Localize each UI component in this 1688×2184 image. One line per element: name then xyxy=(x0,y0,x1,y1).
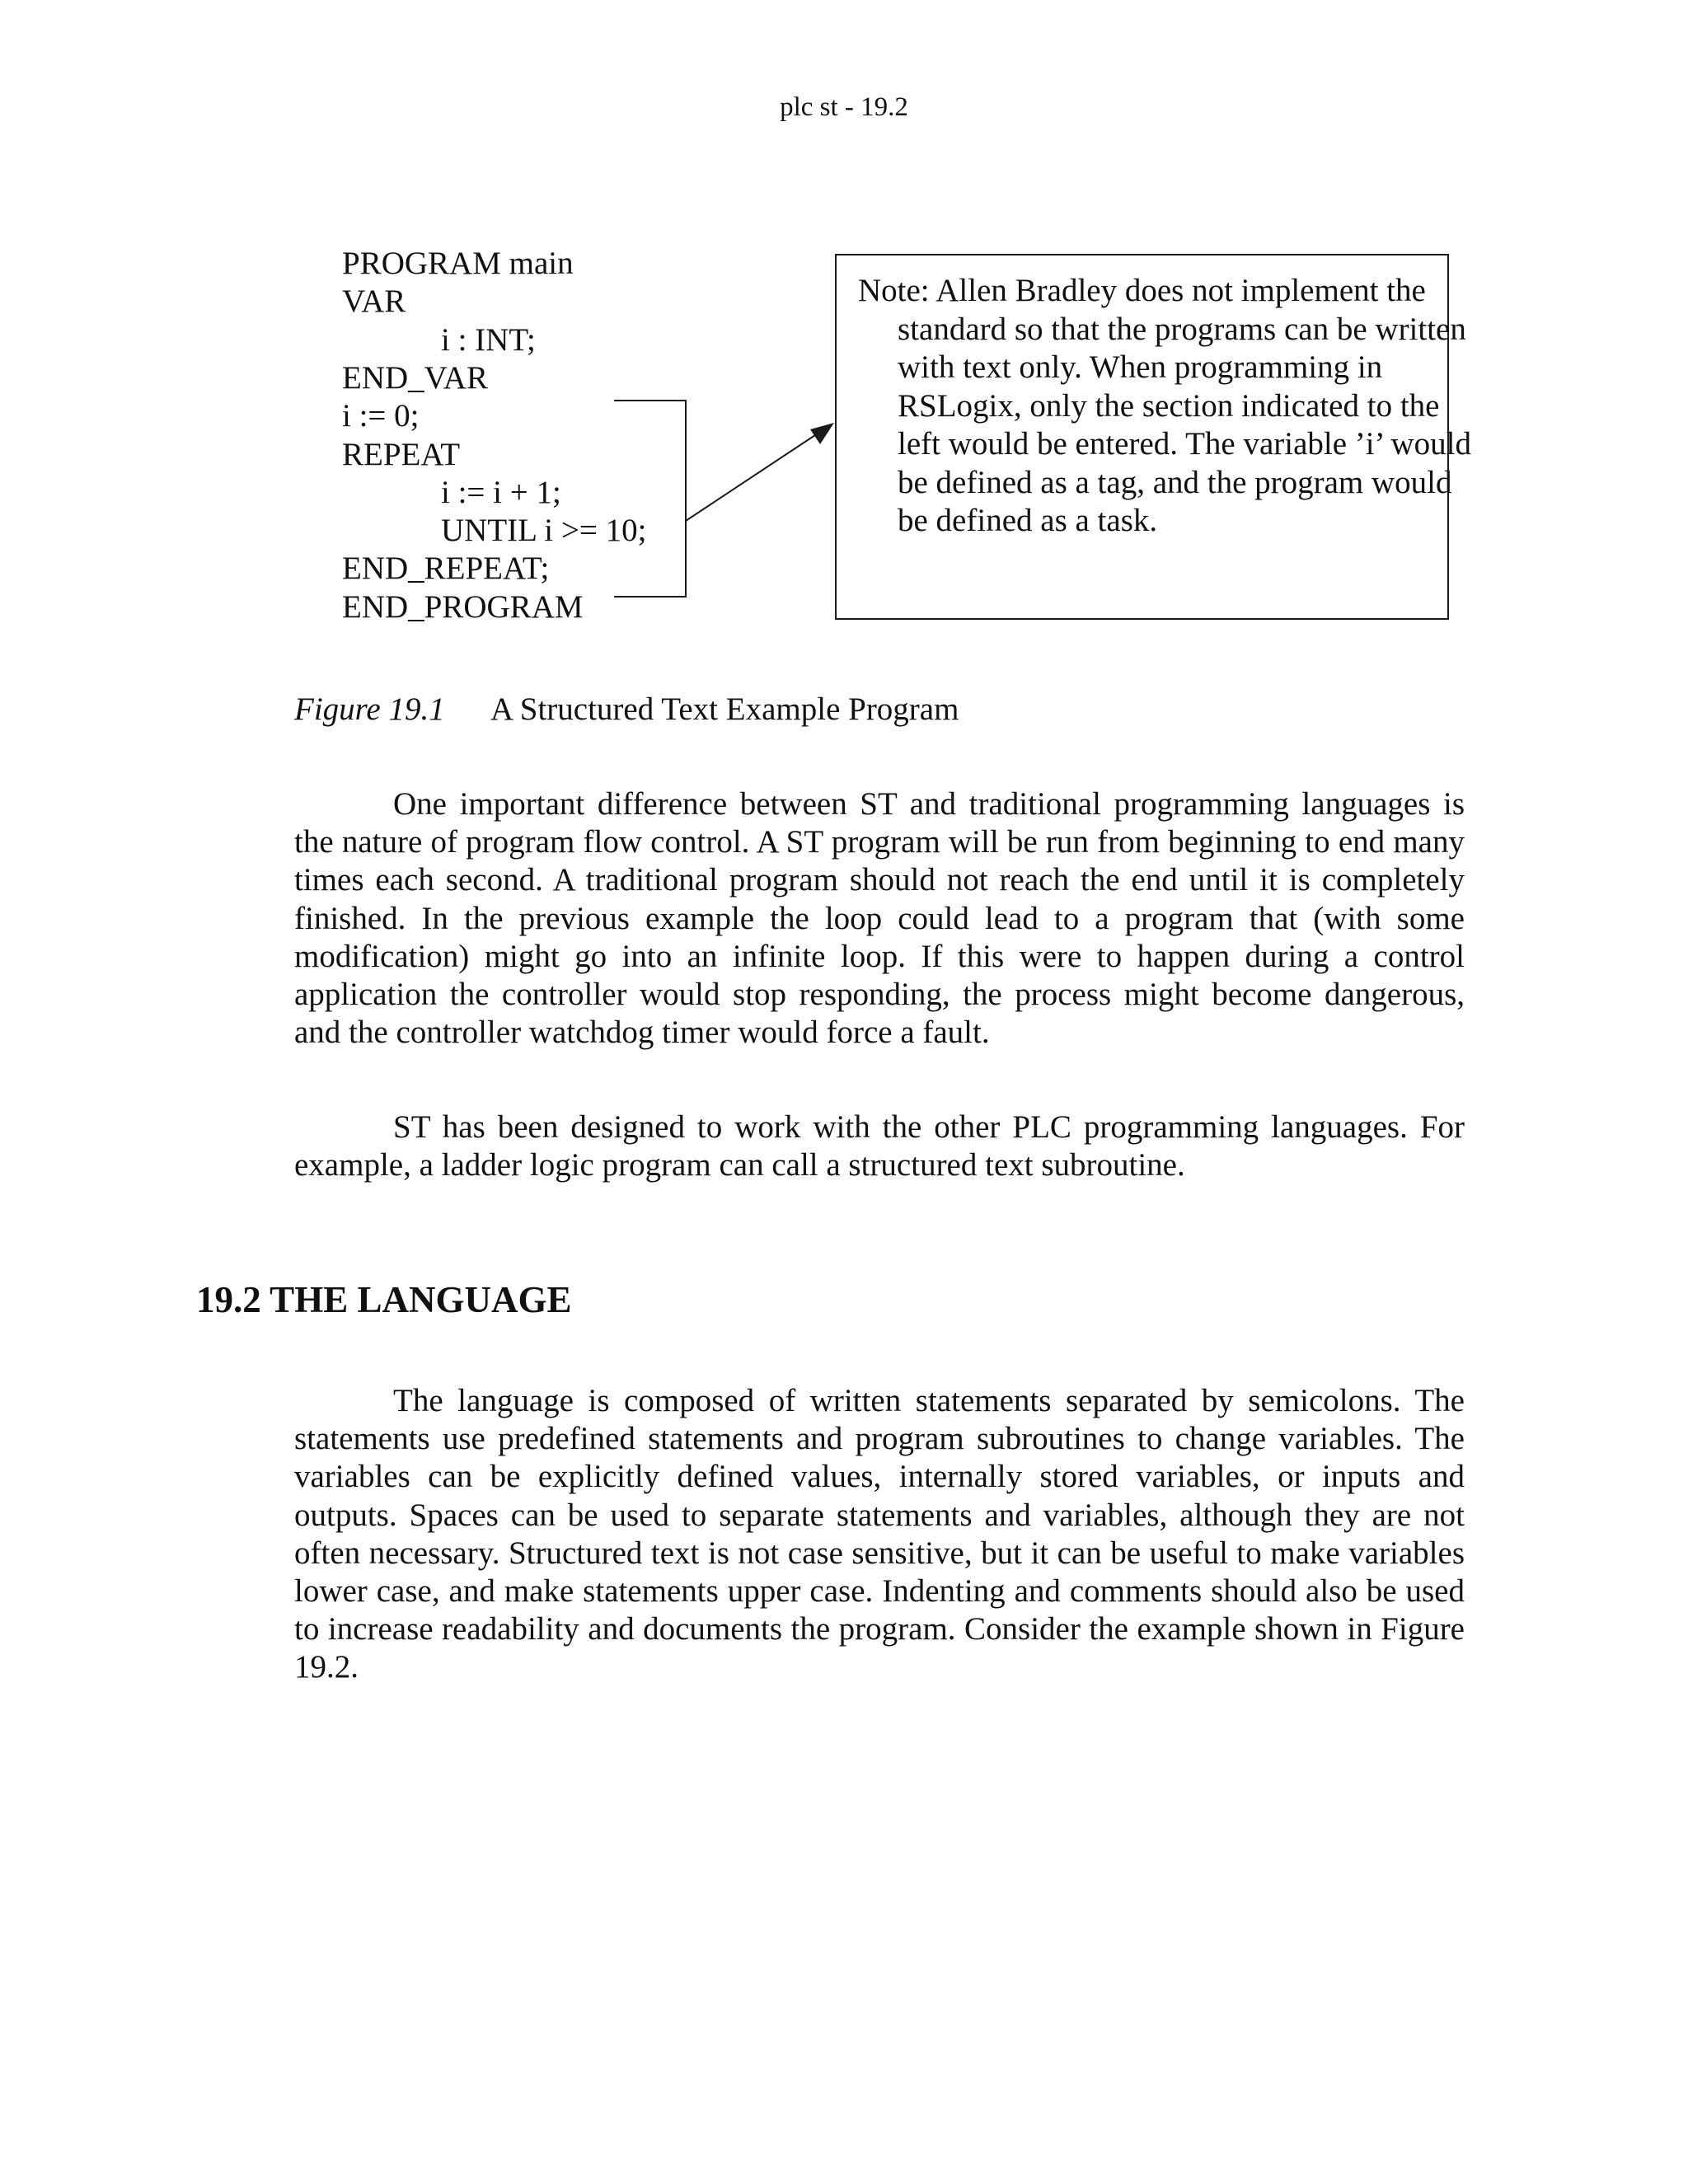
body-paragraph: The language is composed of written statements separated by semicolons. The statements use predefined statements and program subroutines to change variables. The variables can be explicitly defined values, internally stored variables, or inputs and outputs. Spaces can be used to separate statements and variables, although they are not often necessary. Structured text is not case sensitive, but it can be useful to make variables lower case, and make statements upper case. Indenting and comments should also be used to increase readability and documents the program. Consider the example shown in Figure 19.2. xyxy=(294,1383,1465,1685)
body-paragraph: ST has been designed to work with the other PLC programming languages. For example, a ladder logic program can call a structured text subroutine. xyxy=(294,1109,1465,1183)
code-line: VAR xyxy=(342,284,406,319)
section-bracket xyxy=(614,401,686,597)
code-line: i := 0; xyxy=(342,398,420,434)
figure-title: A Structured Text Example Program xyxy=(490,691,959,727)
code-line: i := i + 1; xyxy=(441,475,561,510)
pointer-arrow-line xyxy=(686,434,818,521)
body-paragraph: One important difference between ST and traditional programming languages is the nature of program flow control. A ST program will be run from beginning to end many times each second. A traditional program should not reach the end until it is completely finished. In the previous example the loop could lead to a program that (with some modification) might go into an infinite loop. If this were to happen during a control application the controller would stop responding, the process might become dangerous, and the controller watchdog timer would force a fault. xyxy=(294,786,1465,1051)
running-header: plc st - 19.2 xyxy=(780,92,908,122)
code-line: UNTIL i >= 10; xyxy=(441,513,647,548)
section-heading: 19.2 THE LANGUAGE xyxy=(196,1279,572,1320)
code-line: REPEAT xyxy=(342,437,461,472)
note-text: Note: Allen Bradley does not implement the standard so that the programs can be written with text only. When programming in RSLogix, only the section indicated to the left would be entered. The variable ’i’ would be defined as a tag, and the program would be defined as a task. xyxy=(858,273,1471,538)
code-line: END_REPEAT; xyxy=(342,551,550,586)
code-line: PROGRAM main xyxy=(342,246,574,281)
code-line: i : INT; xyxy=(441,322,536,358)
arrowhead-icon xyxy=(810,423,834,444)
code-line: END_PROGRAM xyxy=(342,589,584,625)
figure-caption xyxy=(294,691,959,729)
note-box xyxy=(835,254,1471,620)
code-line: END_VAR xyxy=(342,360,488,396)
figure-label: Figure 19.1 xyxy=(294,691,445,727)
